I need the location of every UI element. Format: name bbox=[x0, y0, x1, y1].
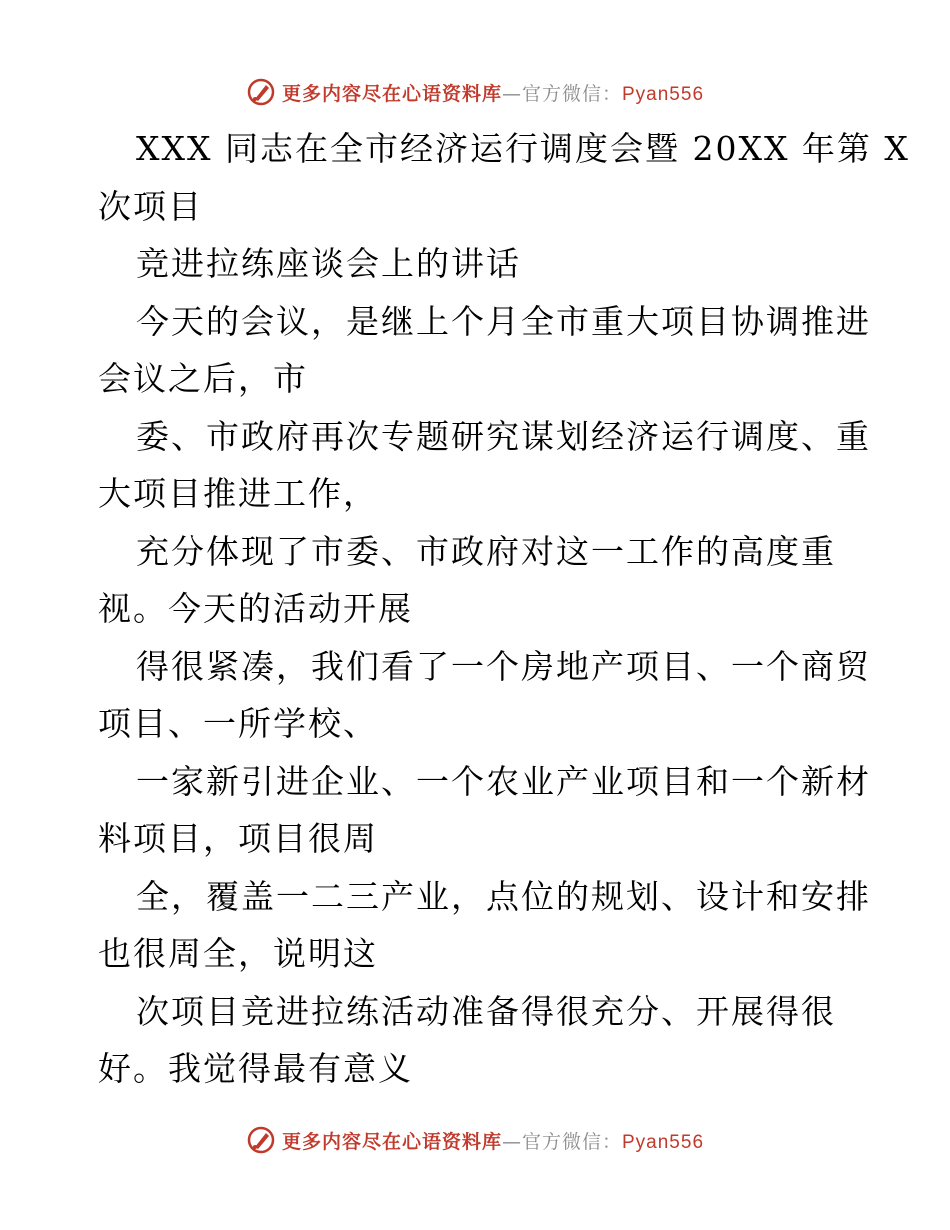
watermark-wechat-id: Pyan556 bbox=[622, 1131, 705, 1153]
quill-logo-icon bbox=[246, 77, 276, 107]
text-line-2: 次项目 bbox=[98, 186, 203, 226]
text-line-1: XXX 同志在全市经济运行调度会暨 20XX 年第 X bbox=[136, 129, 910, 168]
watermark-official: 官方微信： bbox=[521, 1130, 622, 1153]
footer-watermark bbox=[0, 1120, 950, 1160]
text-line-11: 项目、一所学校、 bbox=[98, 704, 378, 743]
header-watermark bbox=[0, 72, 950, 112]
watermark-wechat-id: Pyan556 bbox=[622, 83, 705, 105]
text-line-17: 好。我觉得最有意义 bbox=[98, 1049, 413, 1088]
watermark-text bbox=[282, 1127, 704, 1154]
text-line-8: 充分体现了市委、市政府对这一工作的高度重 bbox=[136, 531, 836, 571]
watermark-dash: — bbox=[501, 1130, 522, 1153]
quill-logo-icon bbox=[246, 1125, 276, 1155]
text-line-12: 一家新引进企业、一个农业产业项目和一个新材 bbox=[136, 761, 871, 801]
watermark-site: 更多内容尽在心语资料库 bbox=[281, 82, 502, 105]
watermark-official: 官方微信： bbox=[521, 82, 622, 105]
watermark-site: 更多内容尽在心语资料库 bbox=[281, 1130, 502, 1153]
text-line-9: 视。今天的活动开展 bbox=[98, 589, 413, 628]
text-line-16: 次项目竞进拉练活动准备得很充分、开展得很 bbox=[136, 991, 836, 1031]
watermark-text bbox=[282, 79, 704, 106]
document-body bbox=[98, 120, 910, 1098]
watermark-dash: — bbox=[501, 82, 522, 105]
text-line-3: 竞进拉练座谈会上的讲话 bbox=[136, 244, 521, 283]
text-line-15: 也很周全，说明这 bbox=[98, 934, 378, 973]
text-line-14: 全，覆盖一二三产业，点位的规划、设计和安排 bbox=[136, 876, 871, 916]
text-line-13: 料项目，项目很周 bbox=[98, 819, 378, 858]
text-line-10: 得很紧凑，我们看了一个房地产项目、一个商贸 bbox=[136, 646, 871, 686]
text-line-5: 会议之后，市 bbox=[98, 359, 308, 398]
text-line-6: 委、市政府再次专题研究谋划经济运行调度、重 bbox=[136, 416, 871, 456]
text-line-4: 今天的会议，是继上个月全市重大项目协调推进 bbox=[136, 301, 871, 341]
text-line-7: 大项目推进工作， bbox=[98, 474, 378, 513]
